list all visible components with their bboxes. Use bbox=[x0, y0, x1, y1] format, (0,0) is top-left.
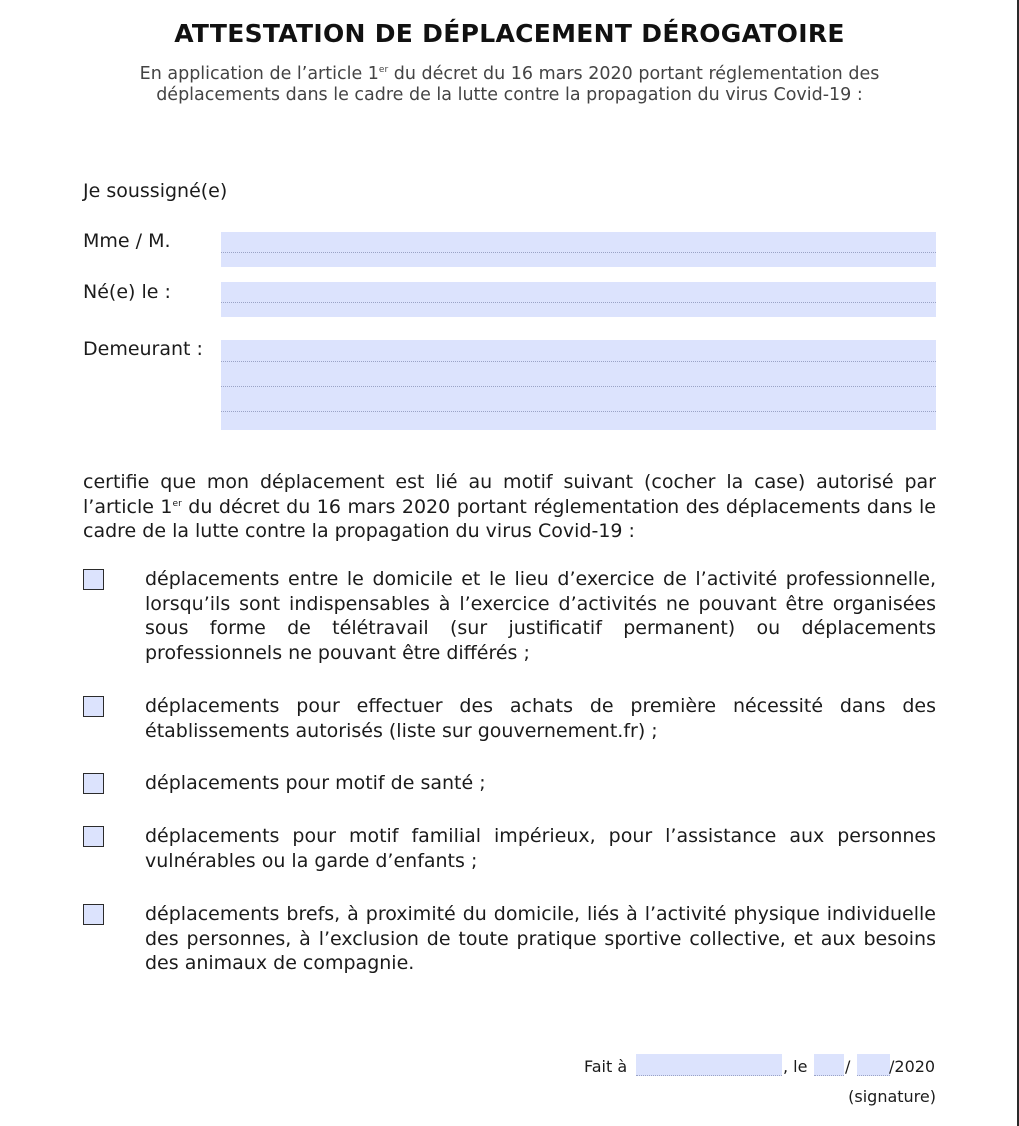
subtitle-superscript: er bbox=[378, 65, 389, 75]
reason-checkbox-family[interactable] bbox=[83, 826, 104, 847]
document-subtitle bbox=[0, 64, 1019, 106]
birth-label: Né(e) le : bbox=[83, 281, 171, 303]
reason-checkbox-health[interactable] bbox=[83, 773, 104, 794]
subtitle-text-line2: déplacements dans le cadre de la lutte contre la propagation du virus Covid-19 : bbox=[156, 85, 863, 105]
reason-text-health: déplacements pour motif de santé ; bbox=[145, 772, 486, 794]
birth-field[interactable] bbox=[221, 282, 936, 317]
reason-checkbox-exercise[interactable] bbox=[83, 904, 104, 925]
reason-text-work: déplacements entre le domicile et le lieu d’exercice de l’activité professionnelle, lorsqu’ils sont indispensables à l’exercice d’activités ne pouvant être organisées sous forme de télétravail (sur justificatif permanent) ou déplacements professionnels ne pouvant être différés ; bbox=[145, 568, 936, 664]
reason-text-shopping: déplacements pour effectuer des achats de première nécessité dans des établissements autorisés (liste sur gouvernement.fr) ; bbox=[145, 695, 936, 742]
certify-text-a: certifie que mon déplacement est lié au motif suivant (cocher la case) autorisé par l’article 1 bbox=[83, 471, 936, 518]
date-separator: / bbox=[845, 1057, 851, 1076]
document-title: ATTESTATION DE DÉPLACEMENT DÉROGATOIRE bbox=[174, 19, 845, 48]
certify-superscript: er bbox=[172, 498, 182, 509]
address-field-dotted-line bbox=[221, 361, 936, 362]
le-label: , le bbox=[783, 1057, 808, 1076]
intro-label: Je soussigné(e) bbox=[83, 180, 228, 202]
reason-text-family: déplacements pour motif familial impérieux, pour l’assistance aux personnes vulnérables ou la garde d’enfants ; bbox=[145, 825, 936, 872]
name-label: Mme / M. bbox=[83, 230, 171, 252]
address-field[interactable] bbox=[221, 340, 936, 430]
day-field[interactable] bbox=[814, 1054, 844, 1076]
year-suffix: /2020 bbox=[889, 1057, 936, 1076]
subtitle-text-a: En application de l’article 1 bbox=[139, 64, 379, 84]
reason-text-exercise: déplacements brefs, à proximité du domicile, liés à l’activité physique individuelle des personnes, à l’exclusion de toute pratique sportive collective, et aux besoins des animaux de compagnie. bbox=[145, 903, 936, 974]
subtitle-text-b: du décret du 16 mars 2020 portant réglementation des bbox=[388, 64, 880, 84]
reason-checkbox-work[interactable] bbox=[83, 569, 104, 590]
certification-paragraph bbox=[83, 470, 936, 544]
month-field[interactable] bbox=[857, 1054, 890, 1076]
address-field-dotted-line bbox=[221, 411, 936, 412]
birth-field-dotted-line bbox=[221, 302, 936, 303]
signature-label: (signature) bbox=[848, 1087, 936, 1106]
reason-checkbox-shopping[interactable] bbox=[83, 696, 104, 717]
name-field[interactable] bbox=[221, 232, 936, 267]
fait-a-label: Fait à bbox=[584, 1057, 628, 1076]
name-field-dotted-line bbox=[221, 252, 936, 253]
fait-a-field[interactable] bbox=[636, 1054, 782, 1076]
address-field-dotted-line bbox=[221, 386, 936, 387]
address-label: Demeurant : bbox=[83, 338, 203, 360]
certify-text-b: du décret du 16 mars 2020 portant réglementation des déplacements dans le cadre de la lutte contre la propagation du virus Covid-19 : bbox=[83, 495, 936, 542]
